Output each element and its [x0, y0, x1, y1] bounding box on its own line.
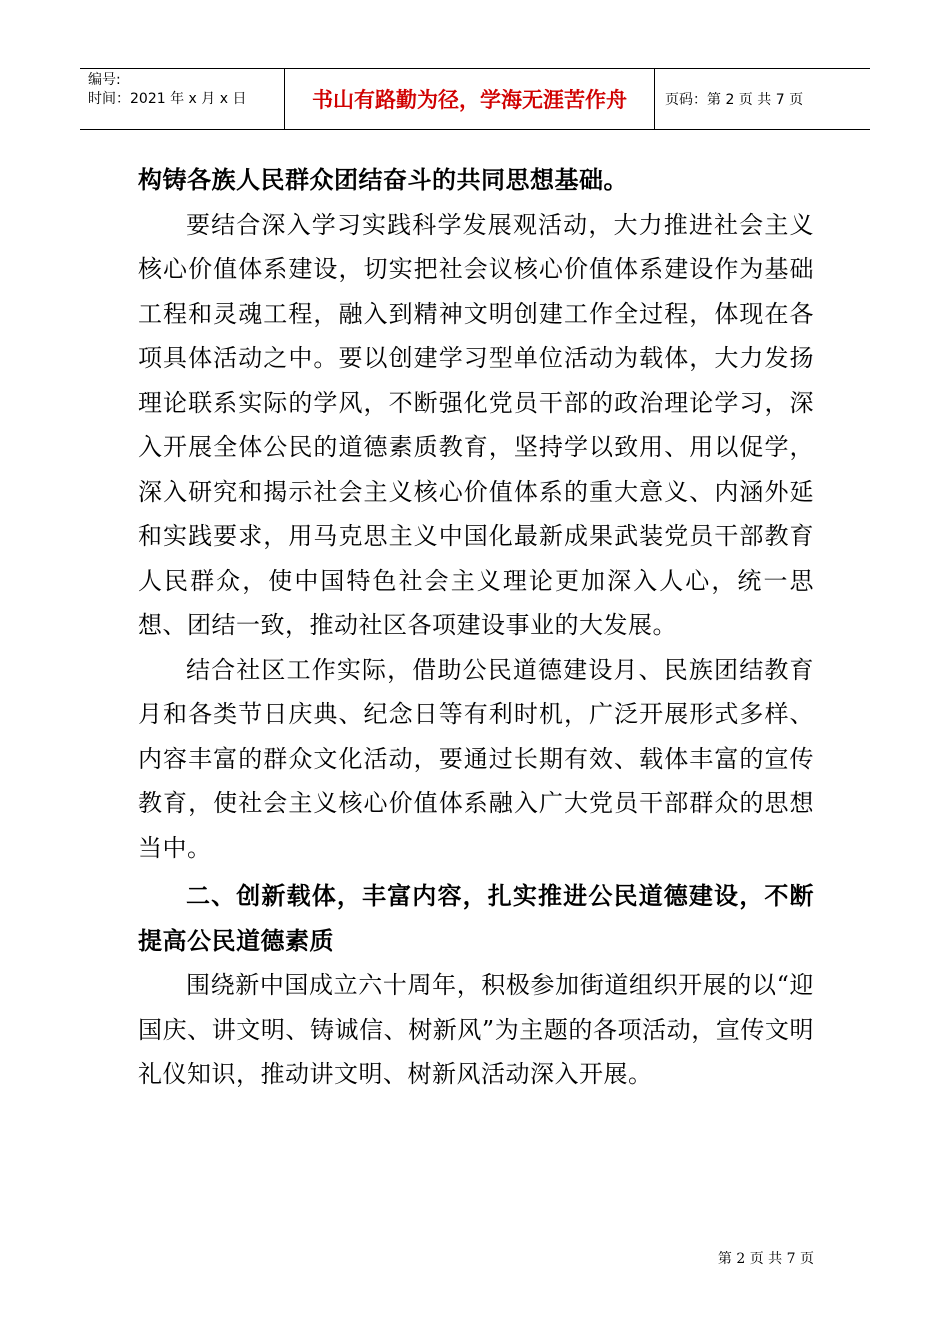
page-header: [80, 68, 870, 130]
header-page-label: 页码：第 2 页 共 7 页: [665, 92, 804, 108]
date-label: 时间：2021 年 x 月 x 日: [88, 91, 247, 107]
section-heading: 二、创新载体，丰富内容，扎实推进公民道德建设，不断提高公民道德素质: [138, 882, 814, 955]
page-footer: 第 2 页 共 7 页: [717, 1251, 814, 1267]
paragraph: 结合社区工作实际，借助公民道德建设月、民族团结教育月和各类节日庆典、纪念日等有利时机，广泛开展形式多样、内容丰富的群众文化活动，要通过长期有效、载体丰富的宣传教育，使社会主义核心价值体系融入广大党员干部群众的思想当中。: [138, 655, 814, 862]
header-meta: [80, 69, 284, 129]
paragraph: 围绕新中国成立六十周年，积极参加街道组织开展的以“迎国庆、讲文明、铸诚信、树新风”为主题的各项活动，宣传文明礼仪知识，推动讲文明、树新风活动深入开展。: [138, 971, 814, 1088]
document-body: [138, 158, 814, 1097]
number-label: 编号:: [88, 72, 121, 88]
header-motto: 书山有路勤为径，学海无涯苦作舟: [284, 69, 655, 129]
paragraph-continuation: 构铸各族人民群众团结奋斗的共同思想基础。: [138, 166, 628, 194]
paragraph: 要结合深入学习实践科学发展观活动，大力推进社会主义核心价值体系建设，切实把社会议核心价值体系建设作为基础工程和灵魂工程，融入到精神文明创建工作全过程，体现在各项具体活动之中。要以创建学习型单位活动为载体，大力发扬理论联系实际的学风，不断强化党员干部的政治理论学习，深入开展全体公民的道德素质教育，坚持学以致用、用以促学，深入研究和揭示社会主义核心价值体系的重大意义、内涵外延和实践要求，用马克思主义中国化最新成果武装党员干部教育人民群众，使中国特色社会主义理论更加深入人心，统一思想、团结一致，推动社区各项建设事业的大发展。: [138, 210, 814, 639]
